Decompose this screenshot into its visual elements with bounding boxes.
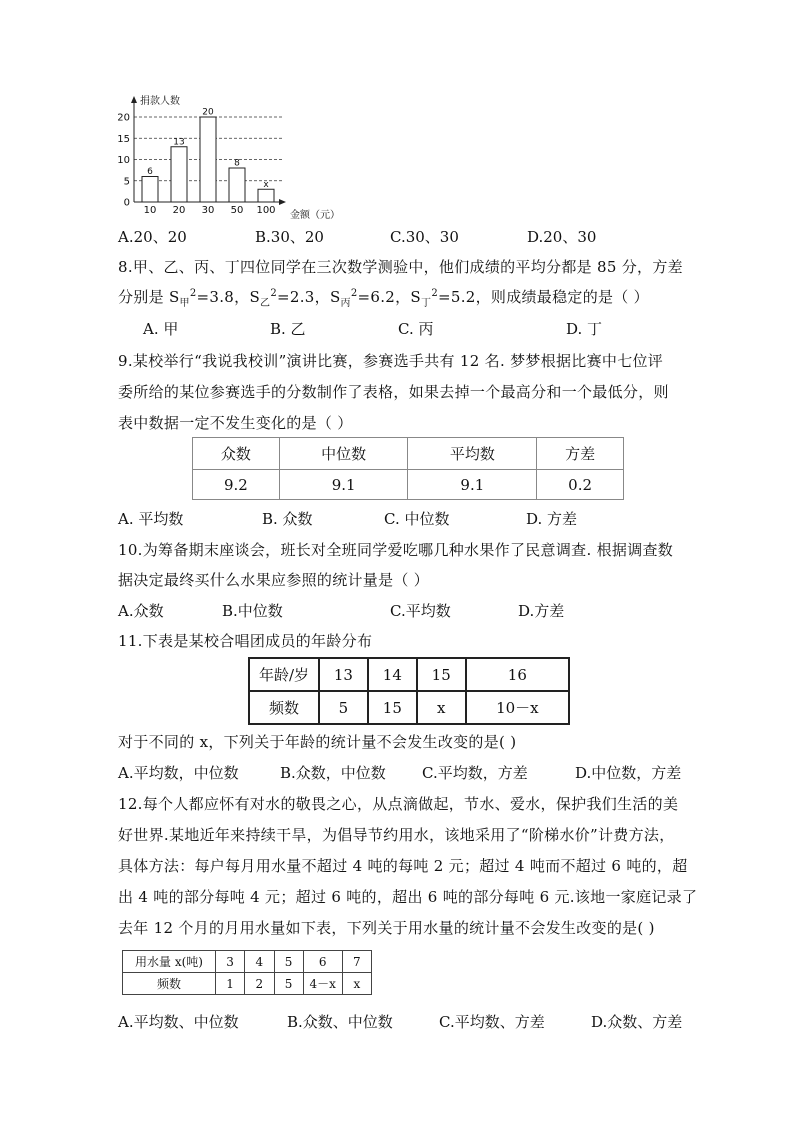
q9-line-3: 表中数据一定不发生变化的是（ ）	[118, 414, 353, 432]
x-axis-label: 金额（元）	[290, 210, 340, 221]
bar-30	[200, 117, 216, 202]
q11-table	[248, 657, 570, 725]
q10-line-2: 据决定最终买什么水果应参照的统计量是（ ）	[118, 571, 430, 589]
q12-line-3: 具体方法：每户每月用水量不超过 4 吨的每吨 2 元；超过 4 吨而不超过 6 吨的，超	[118, 857, 688, 875]
bar-value-label: x	[263, 179, 269, 190]
bar-10	[142, 177, 158, 203]
q9-header-median: 中位数	[279, 438, 408, 470]
q7-option-b[interactable]: B.30、20	[255, 228, 324, 246]
q11-cell: 10－x	[466, 691, 569, 724]
y-tick-label: 10	[117, 155, 130, 166]
q12-cell: 7	[342, 951, 371, 973]
q12-line-1: 12.每个人都应怀有对水的敬畏之心，从点滴做起，节水、爱水，保护我们生活的美	[118, 795, 679, 813]
q9-header-mean: 平均数	[408, 438, 537, 470]
q12-cell: 6	[303, 951, 342, 973]
q12-table	[122, 950, 372, 995]
q11-option-a[interactable]: A.平均数，中位数	[118, 764, 239, 782]
q8-option-b[interactable]: B. 乙	[270, 320, 306, 338]
q12-cell: 5	[274, 973, 303, 995]
q9-line-2: 委所给的某位参赛选手的分数制作了表格，如果去掉一个最高分和一个最低分，则	[118, 383, 669, 401]
q8-line-1: 8.甲、乙、丙、丁四位同学在三次数学测验中，他们成绩的平均分都是 85 分，方差	[118, 258, 683, 276]
q10-option-b[interactable]: B.中位数	[222, 602, 283, 620]
x-tick-label: 30	[201, 205, 215, 216]
q9-option-c[interactable]: C. 中位数	[384, 510, 450, 528]
q10-option-d[interactable]: D.方差	[518, 602, 565, 620]
q11-cell: x	[417, 691, 466, 724]
x-tick-label: 100	[256, 205, 276, 216]
sub-jia: 甲	[179, 298, 190, 309]
y-tick-label: 20	[117, 112, 130, 124]
q10-option-c[interactable]: C.平均数	[390, 602, 451, 620]
x-tick-label: 20	[172, 205, 186, 216]
q12-cell: 5	[274, 951, 303, 973]
q12-cell: 1	[216, 973, 245, 995]
y-tick-label: 5	[123, 176, 130, 188]
bar-50	[229, 168, 245, 202]
q11-option-c[interactable]: C.平均数，方差	[422, 764, 528, 782]
q10-line-1: 10.为筹备期末座谈会，班长对全班同学爱吃哪几种水果作了民意调查. 根据调查数	[118, 541, 674, 559]
q9-value-mean: 9.1	[408, 470, 537, 500]
bar-20	[171, 147, 187, 202]
x-tick-label: 10	[143, 205, 157, 216]
q11-cell: 16	[466, 658, 569, 691]
q8-option-c[interactable]: C. 丙	[398, 320, 434, 338]
q9-option-a[interactable]: A. 平均数	[118, 510, 184, 528]
q12-cell: 4－x	[303, 973, 342, 995]
q12-cell: 用水量 x(吨)	[123, 951, 216, 973]
q11-cell: 年龄/岁	[249, 658, 319, 691]
q9-value-variance: 0.2	[537, 470, 624, 500]
q8-line-2: 分别是 $S_甲^2=3.8$，$S_乙^2=2.3$，$S_丙^2=6.2$，$S_丁^2=5.2$，则成绩最稳定的是（ ）	[118, 288, 649, 309]
bar-100	[258, 189, 274, 202]
bar-chart	[114, 92, 344, 222]
q12-cell: x	[342, 973, 371, 995]
q9-value-mode: 9.2	[193, 470, 280, 500]
y-tick-label: 15	[117, 133, 130, 145]
bar-value-label: 6	[147, 167, 153, 177]
q7-option-a[interactable]: A.20、20	[118, 228, 187, 246]
y-axis-label: 捐款人数	[140, 96, 180, 107]
y-tick-label: 0	[123, 197, 130, 209]
q11-cell: 15	[368, 691, 417, 724]
q12-cell: 2	[245, 973, 274, 995]
q11-option-d[interactable]: D.中位数，方差	[575, 764, 682, 782]
q12-cell: 4	[245, 951, 274, 973]
q12-option-c[interactable]: C.平均数、方差	[439, 1013, 545, 1031]
q8-option-a[interactable]: A. 甲	[143, 320, 179, 338]
bar-value-label: 13	[173, 137, 185, 148]
q8-option-d[interactable]: D. 丁	[566, 320, 603, 338]
q10-option-a[interactable]: A.众数	[118, 602, 164, 620]
q7-option-c[interactable]: C.30、30	[390, 228, 459, 246]
q11-cell: 5	[319, 691, 368, 724]
q9-option-d[interactable]: D. 方差	[526, 510, 578, 528]
q11-cell: 13	[319, 658, 368, 691]
q12-cell: 3	[216, 951, 245, 973]
q9-header-variance: 方差	[537, 438, 624, 470]
q9-line-1: 9.某校举行“我说我校训”演讲比赛，参赛选手共有 12 名. 梦梦根据比赛中七位评	[118, 352, 664, 370]
bar-value-label: 8	[234, 158, 240, 169]
q9-header-mode: 众数	[193, 438, 280, 470]
x-tick-label: 50	[230, 205, 244, 216]
q7-option-d[interactable]: D.20、30	[527, 228, 597, 246]
q12-line-5: 去年 12 个月的月用水量如下表，下列关于用水量的统计量不会发生改变的是( )	[118, 919, 655, 937]
q12-line-4: 出 4 吨的部分每吨 4 元；超过 6 吨的，超出 6 吨的部分每吨 6 元.该地一家庭记录了	[118, 888, 698, 906]
q11-title: 11.下表是某校合唱团成员的年龄分布	[118, 632, 373, 650]
q11-cell: 频数	[249, 691, 319, 724]
q11-question: 对于不同的 x，下列关于年龄的统计量不会发生改变的是( )	[118, 733, 517, 751]
q12-cell: 频数	[123, 973, 216, 995]
q9-value-median: 9.1	[279, 470, 408, 500]
q12-option-d[interactable]: D.众数、方差	[591, 1013, 683, 1031]
q9-table	[192, 437, 624, 500]
q12-option-a[interactable]: A.平均数、中位数	[118, 1013, 239, 1031]
q12-line-2: 好世界.某地近年来持续干旱，为倡导节约用水，该地采用了“阶梯水价”计费方法，	[118, 826, 675, 844]
q9-option-b[interactable]: B. 众数	[262, 510, 313, 528]
q11-cell: 15	[417, 658, 466, 691]
q12-option-b[interactable]: B.众数、中位数	[287, 1013, 393, 1031]
q11-cell: 14	[368, 658, 417, 691]
bar-value-label: 20	[202, 107, 214, 118]
q11-option-b[interactable]: B.众数，中位数	[280, 764, 386, 782]
